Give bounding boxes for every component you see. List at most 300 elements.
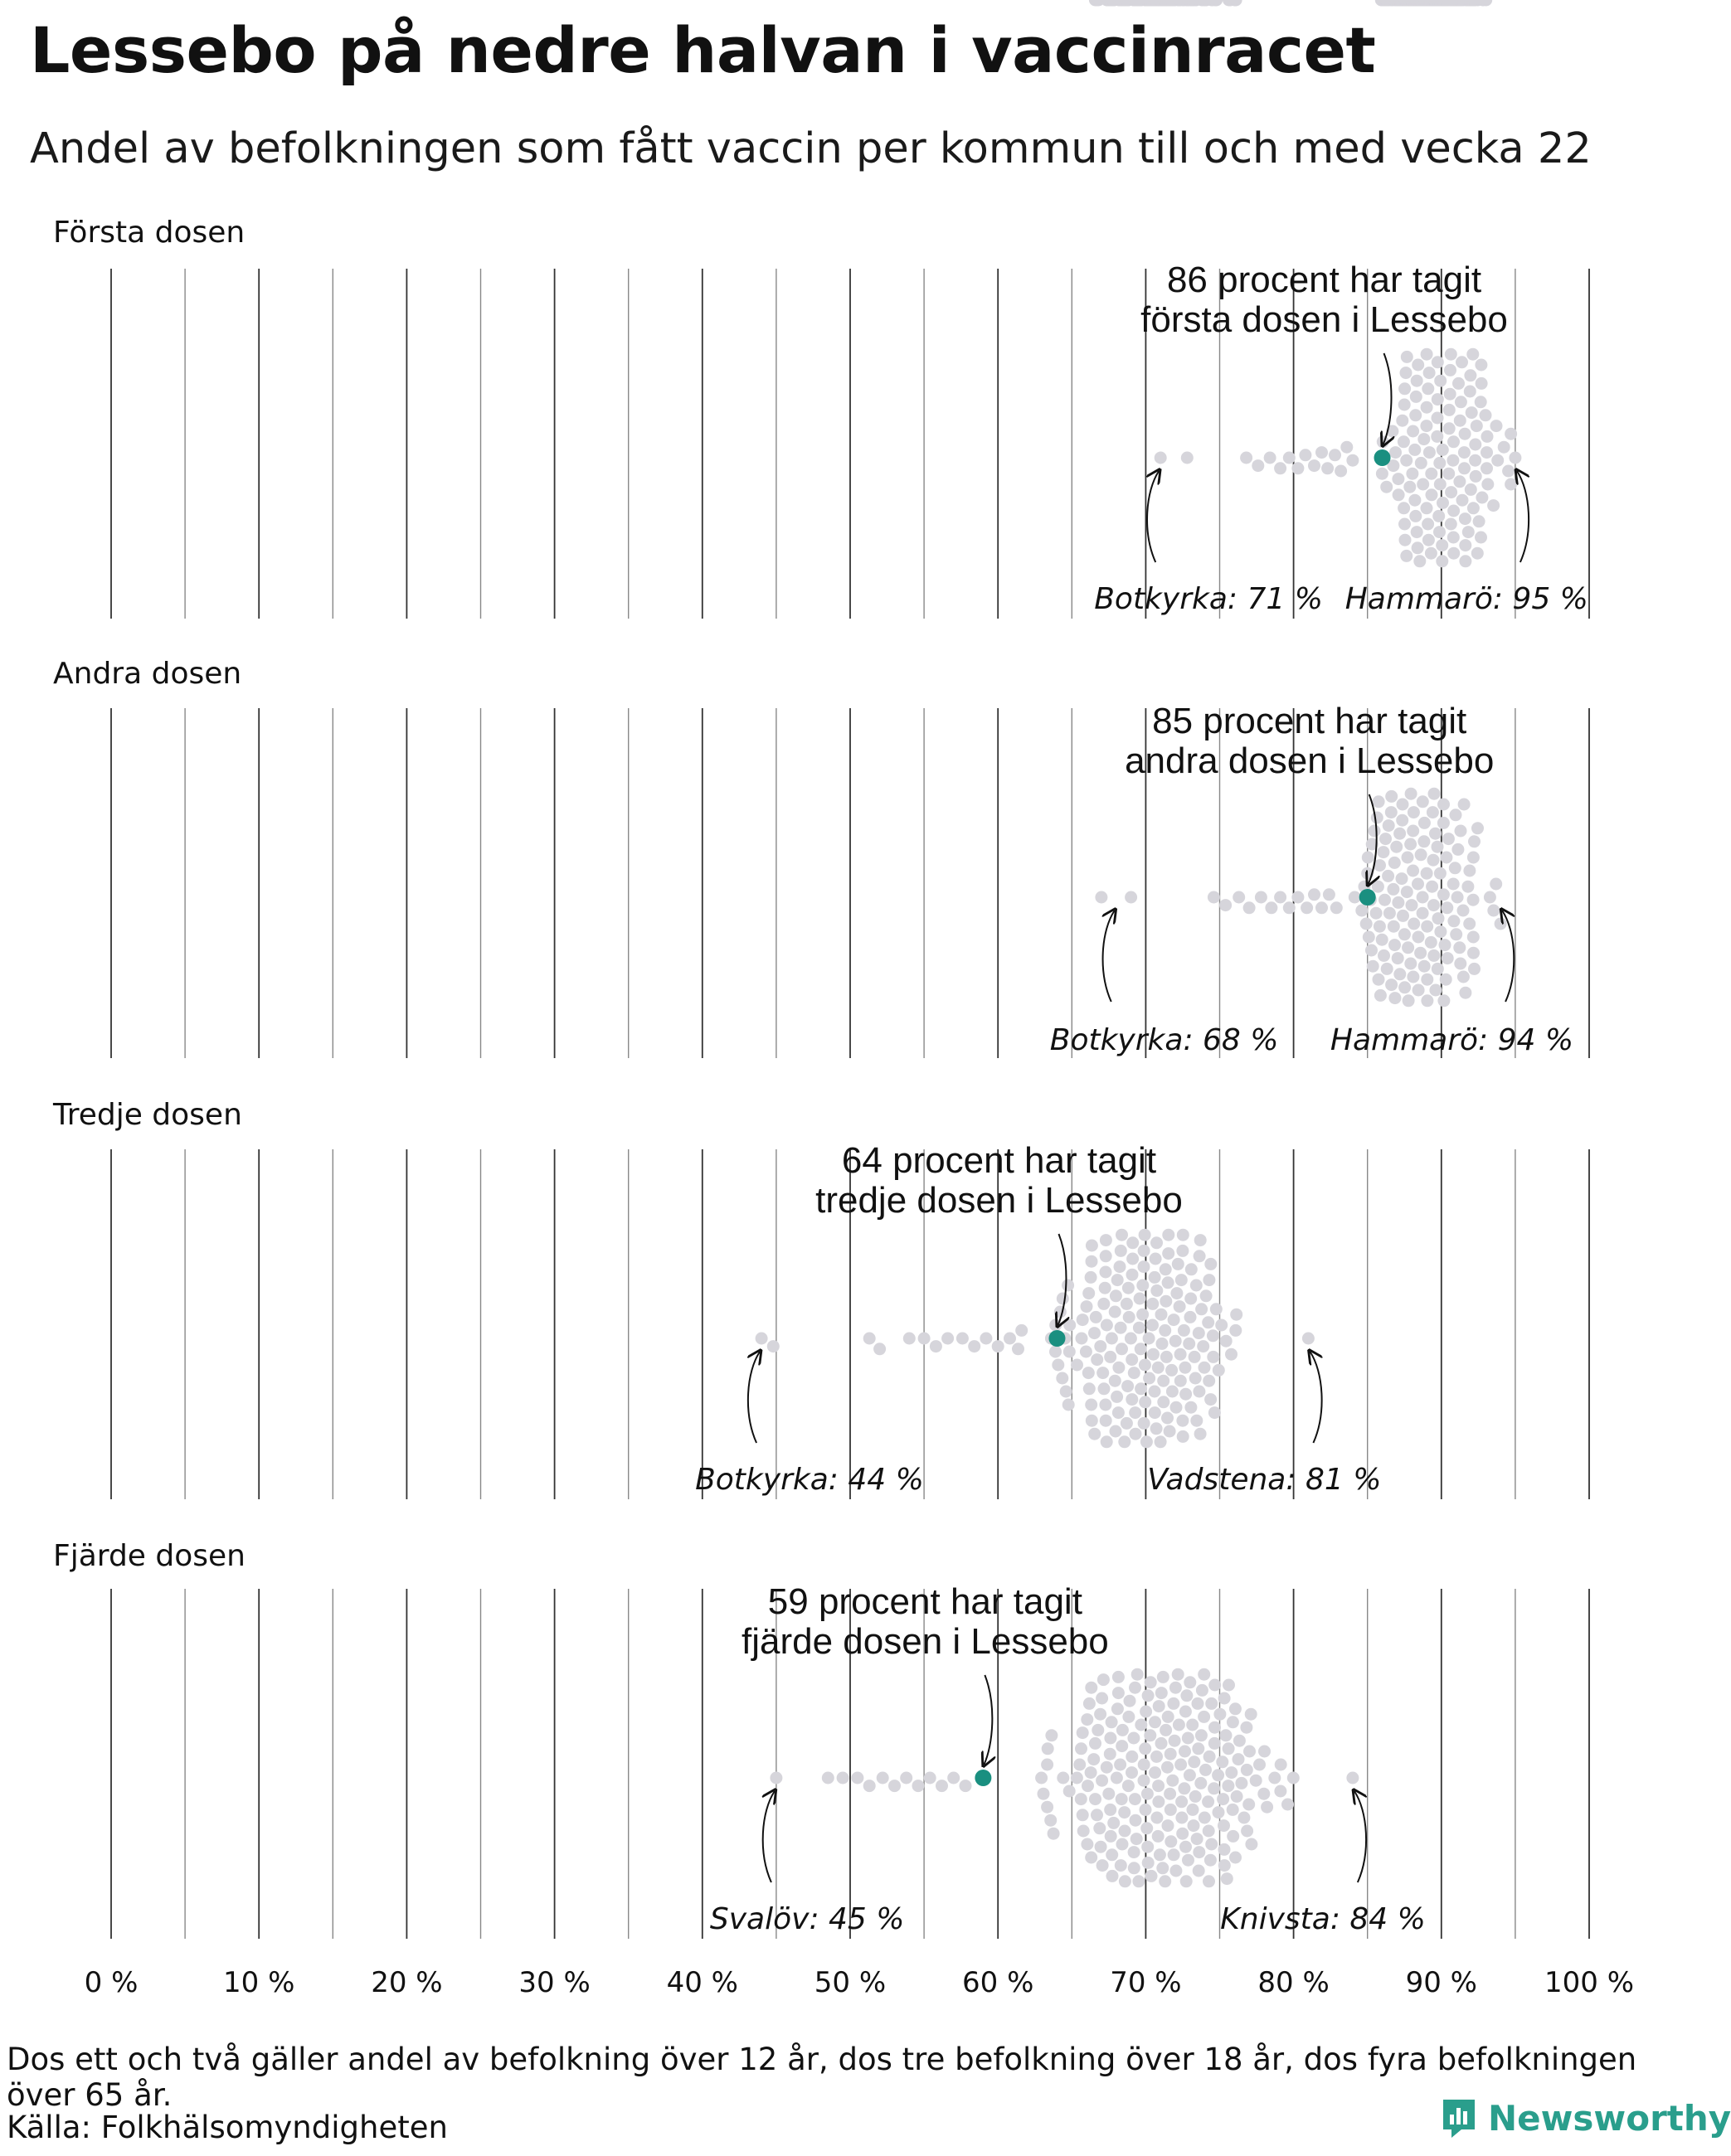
municipality-dot <box>1208 891 1220 904</box>
municipality-dot <box>1129 1406 1141 1419</box>
municipality-dot <box>1190 1415 1203 1427</box>
municipality-dot <box>1048 1828 1060 1840</box>
municipality-dot <box>1264 452 1276 464</box>
municipality-dot <box>1126 1269 1139 1281</box>
municipality-dot <box>1434 478 1447 491</box>
municipality-dot <box>1038 1788 1050 1800</box>
municipality-dot <box>1176 1245 1189 1257</box>
municipality-dot <box>1215 1319 1228 1332</box>
max-label: Hammarö: 95 % <box>1344 582 1588 616</box>
municipality-dot <box>1094 1708 1106 1721</box>
highlight-annotation-line-1: 85 procent har tagit <box>1152 701 1467 741</box>
municipality-dot <box>1199 1812 1211 1824</box>
municipality-dot <box>1451 891 1464 904</box>
municipality-dot <box>1420 420 1432 432</box>
municipality-dot <box>1409 409 1422 421</box>
municipality-dot <box>1179 1706 1192 1718</box>
municipality-dot <box>1225 1766 1237 1779</box>
municipality-dot <box>1162 1819 1174 1832</box>
municipality-dot <box>1220 1729 1233 1741</box>
municipality-dot <box>1062 1280 1074 1292</box>
municipality-dot <box>1135 1382 1147 1395</box>
municipality-dot <box>1376 468 1388 480</box>
municipality-dot <box>1447 915 1460 927</box>
municipality-dot <box>1204 1258 1217 1270</box>
municipality-dot <box>1402 852 1414 864</box>
municipality-dot <box>1457 905 1470 917</box>
municipality-dot <box>1315 901 1328 914</box>
municipality-dot <box>1104 1804 1116 1816</box>
panel-label: Fjärde dosen <box>53 1539 246 1573</box>
municipality-dot <box>1432 912 1445 925</box>
municipality-dot <box>1174 1300 1186 1313</box>
municipality-dot <box>1118 1435 1130 1448</box>
footnote: Dos ett och två gäller andel av befolkning över 12 år, dos tre befolkning över 18 år, dos fyra befolkningen över 65 år. <box>7 2042 1637 2113</box>
municipality-dot <box>1095 891 1107 904</box>
municipality-dot <box>1229 1324 1242 1337</box>
panel-2 <box>53 0 1573 1057</box>
municipality-dot <box>1153 1700 1165 1712</box>
municipality-dot <box>1112 1671 1125 1683</box>
municipality-dot <box>1088 1428 1101 1440</box>
municipality-dot <box>1426 488 1438 501</box>
municipality-dot <box>1227 1716 1239 1728</box>
municipality-dot <box>1398 502 1410 514</box>
municipality-dot <box>1085 1852 1097 1864</box>
municipality-dot <box>1363 931 1375 944</box>
highlight-annotation-line-2: andra dosen i Lessebo <box>1125 741 1495 781</box>
municipality-dot <box>1081 1300 1093 1313</box>
municipality-dot <box>1165 1748 1177 1760</box>
municipality-dot <box>1218 1859 1231 1872</box>
municipality-dot <box>1392 896 1404 909</box>
municipality-dot <box>1152 1795 1165 1808</box>
municipality-dot <box>1467 852 1480 864</box>
municipality-dot <box>1135 1343 1147 1355</box>
municipality-dot <box>1388 992 1401 1004</box>
municipality-dot <box>1127 1732 1140 1745</box>
municipality-dot <box>1229 1702 1242 1715</box>
municipality-dot <box>1415 848 1427 861</box>
municipality-dot <box>1257 1788 1270 1800</box>
municipality-dot <box>1308 459 1320 472</box>
municipality-dot <box>1086 1415 1098 1427</box>
municipality-dot <box>1192 1742 1204 1755</box>
municipality-dot <box>1218 1819 1230 1832</box>
municipality-dot <box>1159 1324 1171 1337</box>
municipality-dot <box>1468 963 1481 975</box>
municipality-dot <box>1102 1788 1115 1800</box>
municipality-dot <box>1471 547 1484 560</box>
municipality-dot <box>1134 1293 1146 1305</box>
municipality-dot <box>1374 989 1387 1002</box>
municipality-dot <box>936 1780 948 1792</box>
max-label: Hammarö: 94 % <box>1330 1023 1574 1057</box>
municipality-dot <box>1091 1809 1103 1821</box>
municipality-dot <box>1063 1319 1076 1332</box>
municipality-dot <box>1161 1761 1174 1774</box>
municipality-dot <box>1193 1386 1205 1398</box>
municipality-dot <box>1505 428 1517 440</box>
municipality-dot <box>1432 510 1445 522</box>
municipality-dot <box>1077 1726 1089 1739</box>
municipality-dot <box>1417 835 1430 847</box>
municipality-dot <box>1219 899 1232 911</box>
municipality-dot <box>1453 941 1466 954</box>
municipality-dot <box>1437 817 1450 829</box>
municipality-dot <box>1170 1287 1183 1299</box>
municipality-dot <box>1227 1804 1239 1816</box>
municipality-dot <box>1140 1435 1153 1448</box>
municipality-dot <box>1106 1716 1118 1728</box>
municipality-dot <box>1042 1742 1054 1755</box>
min-label: Botkyrka: 68 % <box>1049 1023 1279 1057</box>
municipality-dot <box>1447 878 1460 891</box>
municipality-dot <box>1389 446 1402 459</box>
municipality-dot <box>1308 888 1320 901</box>
municipality-dot <box>1100 1415 1112 1427</box>
municipality-dot <box>1425 936 1437 949</box>
highlight-dot-lessebo[interactable] <box>1048 1330 1065 1347</box>
municipality-dot <box>1152 1362 1165 1374</box>
municipality-dot <box>1443 404 1456 416</box>
municipality-dot <box>1398 435 1410 448</box>
municipality-dot <box>1179 1746 1191 1758</box>
min-arrow <box>748 1352 760 1443</box>
municipality-dot <box>1112 1406 1125 1419</box>
municipality-dot <box>1461 881 1474 893</box>
gridlines <box>111 269 1589 1939</box>
municipality-dot <box>1490 878 1502 891</box>
municipality-dot <box>1189 1372 1202 1385</box>
municipality-dot <box>1199 1362 1211 1374</box>
municipality-dot <box>1180 1875 1193 1887</box>
municipality-dot <box>1082 1780 1094 1792</box>
municipality-dot <box>1437 994 1450 1007</box>
municipality-dot <box>1198 1711 1210 1723</box>
municipality-dot <box>1147 1348 1160 1361</box>
municipality-dot <box>1487 905 1500 917</box>
municipality-dot <box>1432 412 1444 425</box>
municipality-dot <box>912 1780 925 1792</box>
max-label: Knivsta: 84 % <box>1220 1902 1426 1936</box>
municipality-dot <box>1442 468 1455 480</box>
municipality-dot <box>863 1780 876 1792</box>
municipality-dot <box>1111 1274 1124 1286</box>
municipality-dot <box>1157 1396 1169 1408</box>
municipality-dot <box>1450 808 1462 821</box>
municipality-dot <box>1383 907 1396 920</box>
municipality-dot <box>1155 452 1167 464</box>
municipality-dot <box>1212 1769 1224 1781</box>
municipality-dot <box>1396 872 1408 885</box>
municipality-dot <box>1360 918 1373 930</box>
municipality-dot <box>1164 1788 1176 1800</box>
municipality-dot <box>1200 1289 1213 1302</box>
municipality-dot <box>1407 825 1419 838</box>
municipality-dot <box>1165 1364 1178 1377</box>
highlight-dot-lessebo[interactable] <box>1359 889 1376 906</box>
municipality-dot <box>1421 994 1433 1007</box>
x-tick-label: 0 % <box>84 1966 139 1999</box>
municipality-dot <box>1392 473 1404 485</box>
municipality-dot <box>1176 1415 1189 1427</box>
municipality-dot <box>1193 1327 1205 1339</box>
municipality-dot <box>1367 960 1379 973</box>
municipality-dot <box>1437 799 1450 811</box>
municipality-dot <box>1077 1314 1089 1326</box>
municipality-dot <box>1406 468 1418 480</box>
municipality-dot <box>1128 1367 1140 1379</box>
municipality-dot <box>1329 449 1341 461</box>
municipality-dot <box>1169 1865 1182 1877</box>
highlight-dot-lessebo[interactable] <box>975 1770 991 1786</box>
municipality-dot <box>1374 920 1386 933</box>
newsworthy-logo-icon <box>1440 2096 1478 2139</box>
municipality-dot <box>924 1772 936 1785</box>
municipality-dot <box>1180 1689 1193 1702</box>
municipality-dot <box>1421 920 1433 933</box>
municipality-dot <box>941 1333 954 1345</box>
municipality-dot <box>1194 1428 1207 1440</box>
municipality-dot <box>1399 534 1412 546</box>
municipality-dot <box>1204 1854 1217 1867</box>
highlight-annotation-line-1: 64 procent har tagit <box>841 1140 1157 1181</box>
municipality-dot <box>1393 968 1406 980</box>
x-tick-label: 100 % <box>1544 1966 1635 1999</box>
source-note: Källa: Folkhälsomyndigheten <box>7 2110 448 2145</box>
municipality-dot <box>1443 422 1456 435</box>
municipality-dot <box>1101 1761 1113 1774</box>
municipality-dot <box>1082 1287 1095 1299</box>
municipality-dot <box>1179 1841 1192 1853</box>
municipality-dot <box>1422 518 1434 531</box>
municipality-dot <box>1073 1759 1086 1771</box>
municipality-dot <box>1441 901 1453 914</box>
municipality-dot <box>1346 454 1359 467</box>
panel-label: Andra dosen <box>53 657 242 691</box>
municipality-dot <box>1432 393 1444 405</box>
municipality-dot <box>1015 1324 1028 1337</box>
municipality-dot <box>1089 1793 1101 1805</box>
municipality-dot <box>1152 1830 1165 1843</box>
municipality-dot <box>1454 415 1466 427</box>
municipality-dot <box>1321 462 1334 474</box>
municipality-dot <box>1077 1809 1089 1821</box>
municipality-dot <box>1291 891 1304 904</box>
municipality-dot <box>1138 1759 1150 1771</box>
municipality-dot <box>1484 891 1496 904</box>
municipality-dot <box>1388 920 1400 933</box>
municipality-dot <box>992 1340 1004 1352</box>
municipality-dot <box>1077 1825 1090 1838</box>
municipality-dot <box>1471 420 1483 432</box>
municipality-dot <box>1476 492 1488 504</box>
municipality-dot <box>1404 838 1417 851</box>
municipality-dot <box>1188 1819 1200 1832</box>
municipality-dot <box>1407 425 1419 438</box>
brand-name: Newsworthy <box>1488 2097 1731 2139</box>
municipality-dot <box>1481 446 1493 459</box>
municipality-dot <box>1398 399 1411 411</box>
municipality-dot <box>1411 375 1423 387</box>
municipality-dot <box>1398 981 1411 993</box>
municipality-dot <box>1467 931 1480 944</box>
municipality-dot <box>1210 1303 1223 1315</box>
municipality-dot <box>1412 541 1424 554</box>
municipality-dot <box>1455 396 1467 408</box>
municipality-dot <box>1373 974 1385 986</box>
municipality-dot <box>1203 1375 1215 1387</box>
municipality-dot <box>1400 367 1413 379</box>
municipality-dot <box>1440 974 1452 986</box>
municipality-dot <box>756 1333 768 1345</box>
x-tick-label: 60 % <box>962 1966 1034 1999</box>
municipality-dot <box>1126 1353 1138 1366</box>
municipality-dot <box>1052 1359 1064 1372</box>
municipality-dot <box>1140 1804 1152 1816</box>
municipality-dot <box>1442 833 1455 845</box>
municipality-dot <box>1385 978 1398 991</box>
municipality-dot <box>1217 1793 1229 1805</box>
municipality-dot <box>863 1333 876 1345</box>
municipality-dot <box>1442 952 1454 964</box>
min-label: Botkyrka: 44 % <box>695 1463 924 1497</box>
municipality-dot <box>1149 1766 1161 1779</box>
municipality-dot <box>1160 1295 1172 1308</box>
municipality-dot <box>1174 1375 1187 1387</box>
municipality-dot <box>1100 1250 1112 1262</box>
municipality-dot <box>1165 1835 1177 1848</box>
municipality-dot <box>1062 1399 1075 1411</box>
municipality-dot <box>1434 867 1447 880</box>
municipality-dot <box>1145 1870 1158 1882</box>
x-tick-label: 30 % <box>518 1966 591 1999</box>
municipality-dot <box>767 1340 780 1352</box>
municipality-dot <box>1473 515 1485 527</box>
municipality-dot <box>1427 899 1440 911</box>
municipality-dot <box>1372 881 1384 893</box>
municipality-dot <box>1109 1375 1121 1387</box>
x-tick-label: 40 % <box>666 1966 738 1999</box>
municipality-dot <box>1090 1311 1102 1323</box>
municipality-dot <box>1155 1309 1168 1321</box>
municipality-dot <box>1233 891 1245 904</box>
municipality-dot <box>1403 481 1416 493</box>
municipality-dot <box>1390 841 1403 853</box>
municipality-dot <box>1169 1335 1182 1348</box>
municipality-dot <box>1423 446 1436 459</box>
municipality-dot <box>1457 971 1470 983</box>
x-tick-label: 50 % <box>814 1966 887 1999</box>
municipality-dot <box>1463 918 1476 930</box>
municipality-dot <box>1130 1428 1142 1440</box>
municipality-dot <box>1167 1697 1179 1710</box>
municipality-dot <box>1258 1746 1271 1758</box>
highlight-dot-lessebo[interactable] <box>1374 449 1391 466</box>
municipality-dot <box>1159 1875 1171 1887</box>
municipality-dot <box>1149 1716 1161 1728</box>
municipality-dot <box>1118 1806 1130 1819</box>
municipality-dot <box>1203 1875 1215 1887</box>
municipality-dot <box>1421 502 1433 514</box>
municipality-dot <box>1283 901 1296 914</box>
municipality-dot <box>1400 454 1413 467</box>
municipality-dot <box>1190 1280 1203 1292</box>
x-tick-label: 10 % <box>223 1966 295 1999</box>
municipality-dot <box>1116 1740 1128 1752</box>
municipality-dot <box>1071 1359 1083 1372</box>
municipality-dot <box>1204 1393 1217 1406</box>
municipality-dot <box>1157 1375 1169 1387</box>
municipality-dot <box>1480 409 1492 421</box>
municipality-dot <box>1085 1682 1097 1694</box>
municipality-dot <box>1185 1263 1198 1275</box>
municipality-dot <box>1138 1260 1150 1273</box>
municipality-dot <box>1203 1825 1215 1838</box>
municipality-dot <box>1097 1673 1110 1686</box>
municipality-dot <box>1400 550 1413 562</box>
municipality-dot <box>1398 382 1411 395</box>
municipality-dot <box>1208 1737 1221 1750</box>
municipality-dot <box>1087 1753 1100 1765</box>
municipality-dot <box>1004 1333 1016 1345</box>
municipality-dot <box>1150 1422 1163 1435</box>
municipality-dot <box>1143 1333 1155 1345</box>
municipality-dot <box>1243 1746 1256 1758</box>
municipality-dot <box>1274 891 1286 904</box>
brand-logo <box>1440 2096 1731 2139</box>
municipality-dot <box>1160 1351 1173 1363</box>
municipality-dot <box>1427 854 1440 867</box>
municipality-dot <box>1110 1289 1122 1302</box>
municipality-dot <box>1097 1298 1110 1310</box>
municipality-dot <box>1434 925 1447 938</box>
municipality-dot <box>1083 1697 1096 1710</box>
municipality-dot <box>1104 1748 1116 1760</box>
municipality-dot <box>1417 891 1429 904</box>
municipality-dot <box>1405 788 1417 800</box>
municipality-dot <box>1467 894 1480 906</box>
municipality-dot <box>1115 1245 1127 1257</box>
municipality-dot <box>1149 1271 1161 1284</box>
municipality-dot <box>1183 1338 1195 1350</box>
municipality-dot <box>1044 1814 1057 1827</box>
municipality-dot <box>1393 488 1405 501</box>
municipality-dot <box>1177 1229 1189 1241</box>
municipality-dot <box>837 1772 849 1785</box>
municipality-dot <box>1115 1859 1127 1872</box>
municipality-dot <box>1106 1333 1118 1345</box>
municipality-dot <box>1433 457 1446 469</box>
municipality-dot <box>1427 806 1439 818</box>
municipality-dot <box>1094 1340 1106 1352</box>
x-tick-label: 20 % <box>371 1966 443 1999</box>
highlight-annotation-line-2: fjärde dosen i Lessebo <box>742 1621 1109 1662</box>
municipality-dot <box>1475 532 1487 544</box>
municipality-dot <box>1491 454 1504 467</box>
municipality-dot <box>1115 1322 1127 1334</box>
municipality-dot <box>1458 799 1471 811</box>
municipality-dot <box>1401 351 1413 363</box>
municipality-dot <box>1056 1372 1068 1385</box>
municipality-dot <box>1081 1713 1093 1726</box>
municipality-dot <box>1111 1391 1123 1403</box>
municipality-dot <box>1459 539 1471 551</box>
municipality-dot <box>947 1772 960 1785</box>
municipality-dot <box>1373 795 1385 808</box>
municipality-dot <box>1191 1833 1203 1845</box>
